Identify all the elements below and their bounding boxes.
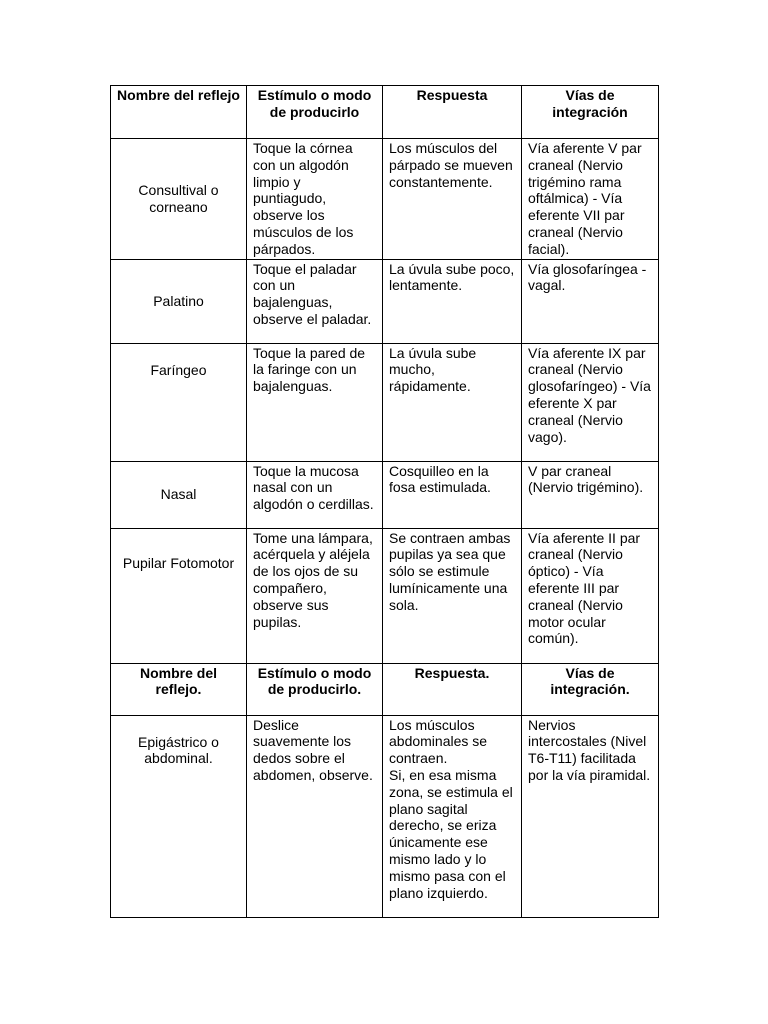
reflex-response: La úvula sube mucho, rápidamente.: [383, 343, 522, 461]
header-pathways: Vías de integración.: [522, 663, 659, 715]
reflex-pathways: Nervios intercostales (Nivel T6-T11) facilitada por la vía piramidal.: [522, 715, 659, 917]
reflex-response: Se contraen ambas pupilas ya sea que sólo se estimule lumínicamente una sola.: [383, 528, 522, 663]
header-stimulus: Estímulo o modo de producirlo.: [247, 663, 383, 715]
header-pathways: Vías de integración: [522, 86, 659, 139]
reflex-response: Cosquilleo en la fosa estimulada.: [383, 461, 522, 528]
reflex-name: Nasal: [111, 461, 247, 528]
reflex-stimulus: Tome una lámpara, acérquela y aléjela de los ojos de su compañero, observe sus pupilas.: [247, 528, 383, 663]
reflex-stimulus: Toque el paladar con un bajalenguas, observe el paladar.: [247, 259, 383, 343]
table-header-row: [111, 663, 659, 715]
header-stimulus: Estímulo o modo de producirlo: [247, 86, 383, 139]
reflex-response: La úvula sube poco, lentamente.: [383, 259, 522, 343]
reflex-table: [110, 85, 659, 918]
reflex-pathways: Vía aferente V par craneal (Nervio trigémino rama oftálmica) - Vía eferente VII par craneal (Nervio facial).: [522, 139, 659, 260]
reflex-stimulus: Toque la pared de la faringe con un bajalenguas.: [247, 343, 383, 461]
reflex-pathways: Vía aferente II par craneal (Nervio óptico) - Vía eferente III par craneal (Nervio motor ocular común).: [522, 528, 659, 663]
table-row: [111, 528, 659, 663]
reflex-name: Epigástrico o abdominal.: [111, 715, 247, 917]
reflex-name: Pupilar Fotomotor: [111, 528, 247, 663]
table-row: [111, 461, 659, 528]
reflex-name: Consultival o corneano: [111, 139, 247, 260]
reflex-name: Palatino: [111, 259, 247, 343]
header-response: Respuesta: [383, 86, 522, 139]
reflex-response: Los músculos abdominales se contraen. Si, en esa misma zona, se estimula el plano sagital derecho, se eriza únicamente ese mismo lado y lo mismo pasa con el plano izquierdo.: [383, 715, 522, 917]
reflex-pathways: Vía aferente IX par craneal (Nervio glosofaríngeo) - Vía eferente X par craneal (Nervio vago).: [522, 343, 659, 461]
table-header-row: [111, 86, 659, 139]
table-row: [111, 139, 659, 260]
header-response: Respuesta.: [383, 663, 522, 715]
reflex-pathways: V par craneal (Nervio trigémino).: [522, 461, 659, 528]
reflex-stimulus: Deslice suavemente los dedos sobre el abdomen, observe.: [247, 715, 383, 917]
reflex-stimulus: Toque la córnea con un algodón limpio y puntiagudo, observe los músculos de los párpados.: [247, 139, 383, 260]
table-row: [111, 343, 659, 461]
reflex-stimulus: Toque la mucosa nasal con un algodón o cerdillas.: [247, 461, 383, 528]
header-name: Nombre del reflejo: [111, 86, 247, 139]
reflex-response: Los músculos del párpado se mueven constantemente.: [383, 139, 522, 260]
reflex-pathways: Vía glosofaríngea - vagal.: [522, 259, 659, 343]
table-row: [111, 715, 659, 917]
table-row: [111, 259, 659, 343]
header-name: Nombre del reflejo.: [111, 663, 247, 715]
reflex-name: Faríngeo: [111, 343, 247, 461]
